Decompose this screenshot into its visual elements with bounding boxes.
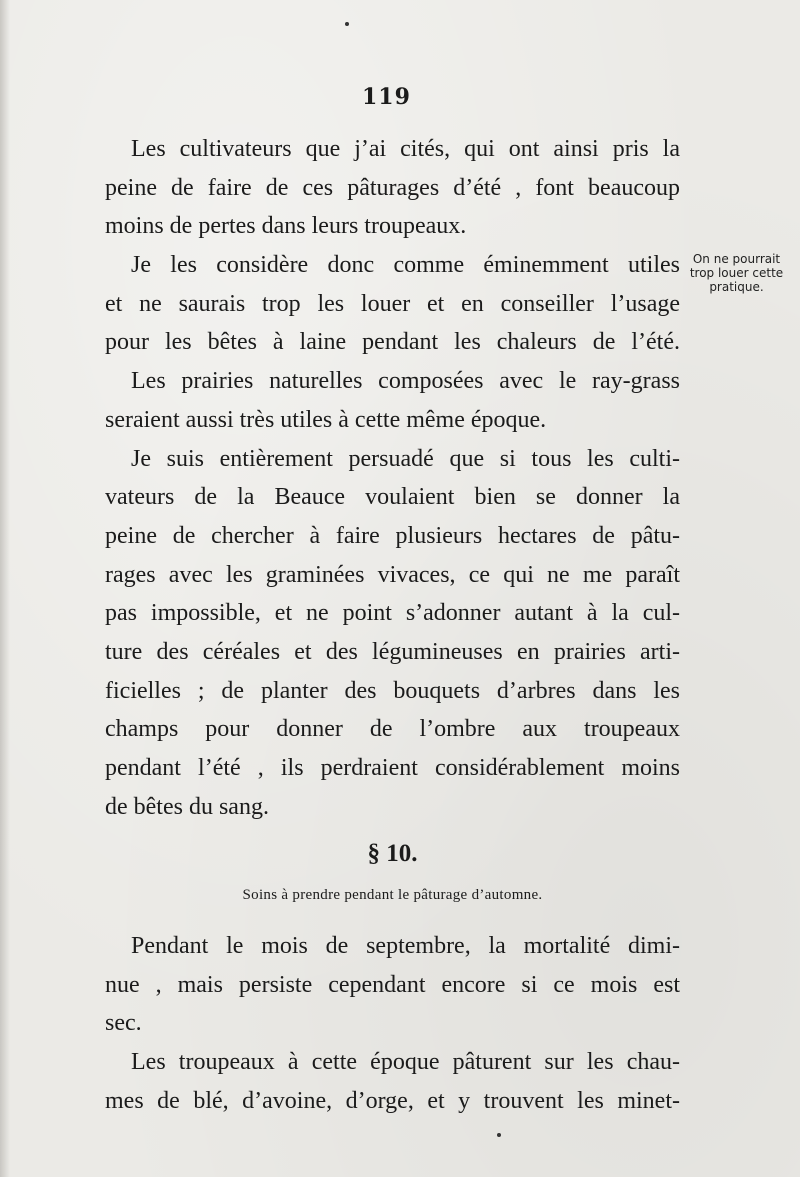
- page-gutter-shadow: [0, 0, 10, 1177]
- text-line: Les troupeaux à cette époque pâturent sur les chau-: [131, 1049, 680, 1076]
- text-line: Je suis entièrement persuadé que si tous les culti-: [131, 445, 680, 472]
- marginal-note-line: pratique.: [709, 280, 764, 294]
- text-line: moins de pertes dans leurs troupeaux.: [105, 213, 467, 240]
- text-line: sec.: [105, 1010, 142, 1037]
- text-line: seraient aussi très utiles à cette même époque.: [105, 406, 547, 433]
- text-line: mes de blé, d’avoine, d’orge, et y trouvent les minet-: [105, 1087, 680, 1114]
- text-line: pas impossible, et ne point s’adonner autant à la cul-: [105, 600, 680, 627]
- text-line: champs pour donner de l’ombre aux troupeaux: [105, 716, 680, 743]
- text-line: de bêtes du sang.: [105, 793, 269, 820]
- section-caption: Soins à prendre pendant le pâturage d’automne.: [242, 887, 543, 903]
- text-line: rages avec les graminées vivaces, ce qui ne me paraît: [105, 561, 680, 588]
- body-text-lower: [105, 927, 680, 1120]
- page-number: 119: [362, 84, 411, 110]
- ink-speck: [497, 1133, 501, 1137]
- text-line: pour les bêtes à laine pendant les chaleurs de l’été.: [105, 329, 680, 356]
- text-line: et ne saurais trop les louer et en conseiller l’usage: [105, 290, 680, 317]
- text-line: pendant l’été , ils perdraient considérablement moins: [105, 755, 680, 781]
- text-line: nue , mais persiste cependant encore si ce mois est: [105, 971, 680, 998]
- marginal-note-line: trop louer cette: [689, 266, 784, 280]
- body-text-upper: [105, 130, 680, 826]
- text-line: ficielles ; de planter des bouquets d’arbres dans les: [105, 677, 680, 704]
- marginal-note-line: On ne pourrait: [692, 252, 781, 266]
- text-line: ture des céréales et des légumineuses en prairies arti-: [105, 638, 680, 665]
- text-line: vateurs de la Beauce voulaient bien se donner la: [105, 484, 680, 511]
- text-line: peine de chercher à faire plusieurs hectares de pâtu-: [105, 522, 680, 549]
- ink-speck: [345, 22, 349, 26]
- text-line: Les prairies naturelles composées avec le ray-grass: [131, 368, 680, 395]
- text-line: Je les considère donc comme éminemment utiles: [131, 252, 680, 279]
- text-line: peine de faire de ces pâturages d’été , font beaucoup: [105, 174, 680, 201]
- marginal-note: [679, 252, 794, 294]
- text-line: Les cultivateurs que j’ai cités, qui ont ainsi pris la: [131, 136, 680, 162]
- text-line: Pendant le mois de septembre, la mortalité dimi-: [131, 933, 680, 959]
- section-title: § 10.: [367, 840, 418, 867]
